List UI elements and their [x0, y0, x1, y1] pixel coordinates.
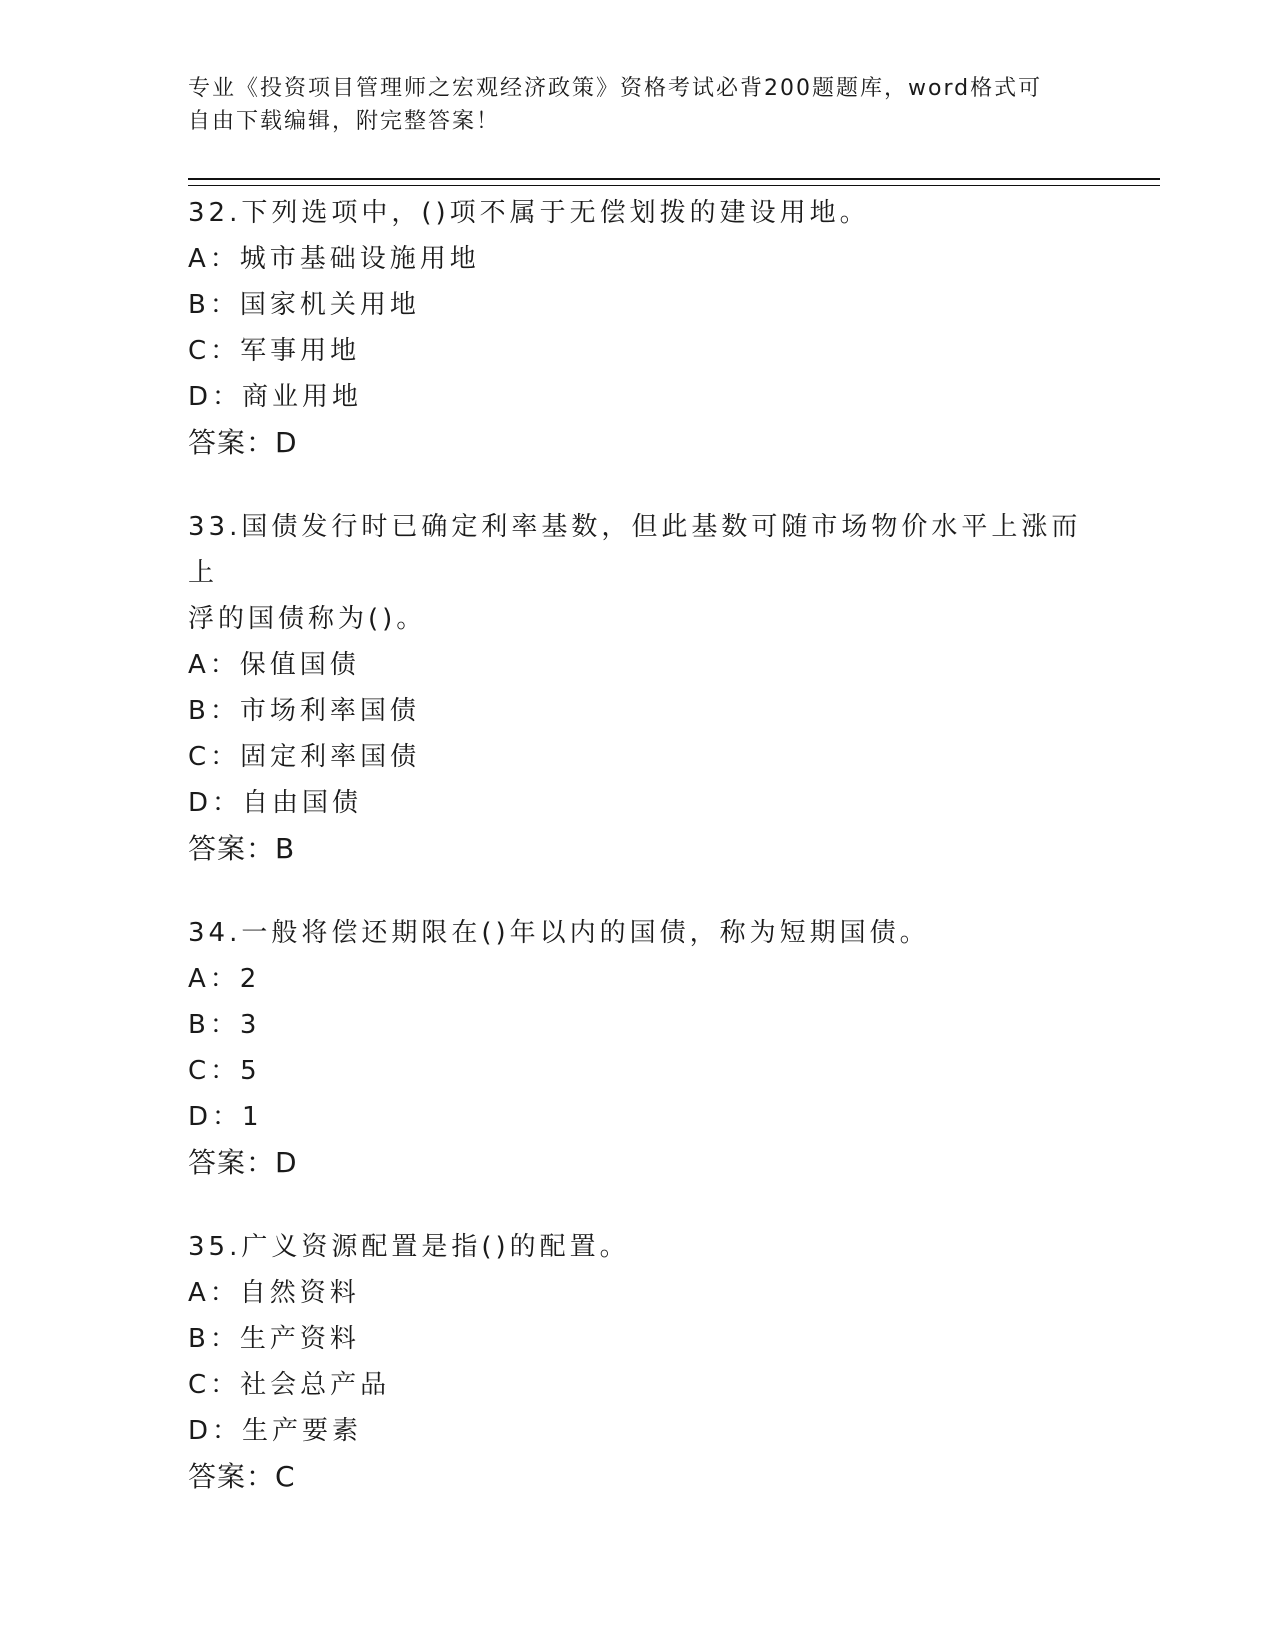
question-32 [188, 190, 1088, 466]
option-d: D：生产要素 [188, 1416, 363, 1446]
option-c: C：5 [188, 1056, 261, 1086]
question-stem: 33.国债发行时已确定利率基数，但此基数可随市场物价水平上涨而上 浮的国债称为()。 [188, 512, 1082, 634]
answer-label: 答案：C [188, 1460, 296, 1493]
question-list [188, 190, 1088, 1538]
answer-label: 答案：D [188, 1146, 298, 1179]
document-header: 专业《投资项目管理师之宏观经济政策》资格考试必背200题题库，word格式可 自由下载编辑，附完整答案！ [188, 76, 1043, 134]
option-c: C：军事用地 [188, 336, 361, 366]
option-a: A：城市基础设施用地 [188, 244, 480, 274]
option-a: A：2 [188, 964, 261, 994]
option-a: A：保值国债 [188, 650, 360, 680]
option-d: D：自由国债 [188, 788, 363, 818]
option-b: B：3 [188, 1010, 261, 1040]
option-d: D：1 [188, 1102, 263, 1132]
option-d: D：商业用地 [188, 382, 363, 412]
option-a: A：自然资料 [188, 1278, 360, 1308]
option-c: C：固定利率国债 [188, 742, 421, 772]
option-b: B：生产资料 [188, 1324, 360, 1354]
question-stem: 35.广义资源配置是指()的配置。 [188, 1232, 630, 1262]
question-stem: 32.下列选项中，()项不属于无偿划拨的建设用地。 [188, 198, 870, 228]
question-35 [188, 1224, 1088, 1500]
question-stem: 34.一般将偿还期限在()年以内的国债，称为短期国债。 [188, 918, 930, 948]
answer-label: 答案：D [188, 426, 298, 459]
option-c: C：社会总产品 [188, 1370, 391, 1400]
option-b: B：市场利率国债 [188, 696, 420, 726]
question-33 [188, 504, 1088, 872]
answer-label: 答案：B [188, 832, 296, 865]
header-divider [188, 178, 1160, 186]
question-34 [188, 910, 1088, 1186]
option-b: B：国家机关用地 [188, 290, 420, 320]
